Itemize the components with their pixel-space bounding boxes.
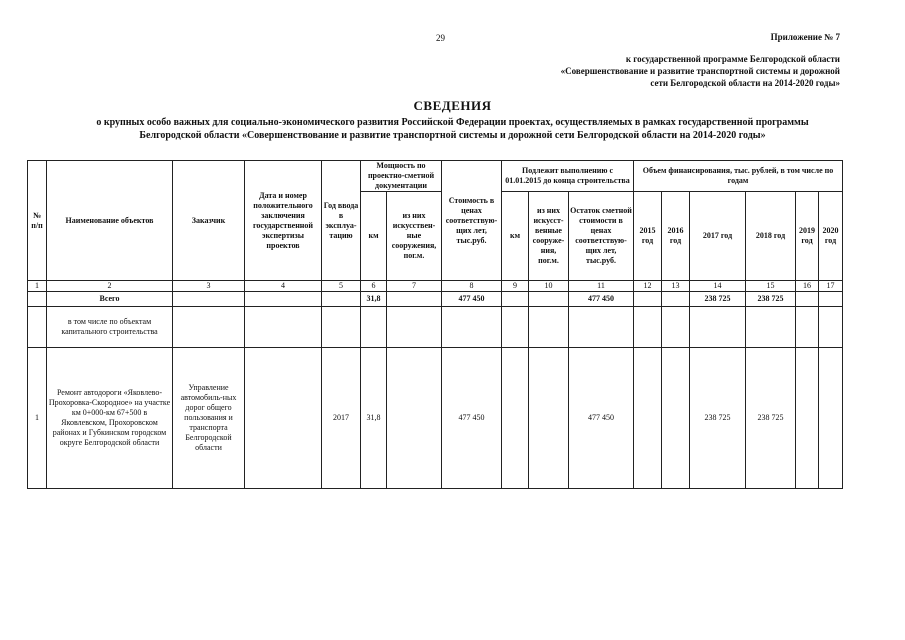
- header-2018: 2018 год: [746, 192, 796, 281]
- header-funding-group: Объем финансирования, тыс. рублей, в том числе по годам: [634, 161, 843, 192]
- header-capacity-structures: из них искусствен-ные сооружения, пог.м.: [387, 192, 442, 281]
- object-2017: 238 725: [690, 348, 746, 489]
- header-year: Год ввода в эксплуа-тацию: [322, 161, 361, 281]
- object-cost: 477 450: [442, 348, 502, 489]
- header-2020: 2020 год: [819, 192, 843, 281]
- object-year: 2017: [322, 348, 361, 489]
- header-2015: 2015 год: [634, 192, 662, 281]
- header-remaining-cost: Остаток сметной стоимости в ценах соответствую-щих лет, тыс.руб.: [569, 192, 634, 281]
- colnum-10: 10: [529, 281, 569, 292]
- colnum-13: 13: [662, 281, 690, 292]
- colnum-5: 5: [322, 281, 361, 292]
- page-number: 29: [436, 33, 445, 43]
- total-cost: 477 450: [442, 292, 502, 307]
- header-2019: 2019 год: [796, 192, 819, 281]
- header-customer: Заказчик: [173, 161, 245, 281]
- header-2017: 2017 год: [690, 192, 746, 281]
- total-2018: 238 725: [746, 292, 796, 307]
- appendix-line4: сети Белгородской области на 2014-2020 годы»: [650, 78, 840, 88]
- header-remaining-km: км: [502, 192, 529, 281]
- colnum-4: 4: [245, 281, 322, 292]
- object-capacity-km: 31,8: [361, 348, 387, 489]
- header-remaining-structures: из них искусст-венные сооруже-ния, пог.м.: [529, 192, 569, 281]
- appendix-line1: Приложение № 7: [770, 32, 840, 42]
- colnum-2: 2: [47, 281, 173, 292]
- colnum-12: 12: [634, 281, 662, 292]
- colnum-7: 7: [387, 281, 442, 292]
- header-capacity-group: Мощность по проектно-сметной документации: [361, 161, 442, 192]
- total-label: Всего: [47, 292, 173, 307]
- object-2018: 238 725: [746, 348, 796, 489]
- appendix-block: [500, 31, 840, 89]
- header-capacity-km: км: [361, 192, 387, 281]
- colnum-8: 8: [442, 281, 502, 292]
- total-row: [28, 292, 843, 307]
- appendix-line2: к государственной программе Белгородской области: [625, 54, 840, 64]
- colnum-14: 14: [690, 281, 746, 292]
- header-name: Наименование объектов: [47, 161, 173, 281]
- header-remaining-group: Подлежит выполнению с 01.01.2015 до конца строительства: [502, 161, 634, 192]
- colnum-6: 6: [361, 281, 387, 292]
- colnum-1: 1: [28, 281, 47, 292]
- including-label: в том числе по объектам капитального строительства: [47, 307, 173, 348]
- subtitle-line2: Белгородской области «Совершенствование и развитие транспортной системы и дорожной сети Белгородской области на 2014-2020 годы»: [139, 130, 766, 141]
- total-2017: 238 725: [690, 292, 746, 307]
- header-num: № п/п: [28, 161, 47, 281]
- colnum-15: 15: [746, 281, 796, 292]
- header-2016: 2016 год: [662, 192, 690, 281]
- colnum-9: 9: [502, 281, 529, 292]
- header-expertise: Дата и номер положительного заключения государственной экспертизы проектов: [245, 161, 322, 281]
- total-capacity-km: 31,8: [361, 292, 387, 307]
- table-row: [28, 348, 843, 489]
- colnum-17: 17: [819, 281, 843, 292]
- object-name: Ремонт автодороги «Яковлево-Прохоровка-Скородное» на участке км 0+000-км 67+500 в Яковлевском, Прохоровском районах и Губкинском городском округе Белгородской области: [47, 348, 173, 489]
- object-customer: Управление автомобиль-ных дорог общего пользования и транспорта Белгородской области: [173, 348, 245, 489]
- colnum-3: 3: [173, 281, 245, 292]
- document-subtitle: [30, 116, 875, 142]
- subtitle-line1: о крупных особо важных для социально-экономического развития Российской Федерации проектах, осуществляемых в рамках государственной программы: [96, 117, 809, 128]
- appendix-line3: «Совершенствование и развитие транспортной системы и дорожной: [560, 66, 840, 76]
- object-num: 1: [28, 348, 47, 489]
- document-title: СВЕДЕНИЯ: [413, 98, 492, 113]
- projects-table: [27, 160, 843, 489]
- colnum-16: 16: [796, 281, 819, 292]
- header-cost: Стоимость в ценах соответствую-щих лет, тыс.руб.: [442, 161, 502, 281]
- colnum-11: 11: [569, 281, 634, 292]
- object-remaining-cost: 477 450: [569, 348, 634, 489]
- total-remaining-cost: 477 450: [569, 292, 634, 307]
- including-row: [28, 307, 843, 348]
